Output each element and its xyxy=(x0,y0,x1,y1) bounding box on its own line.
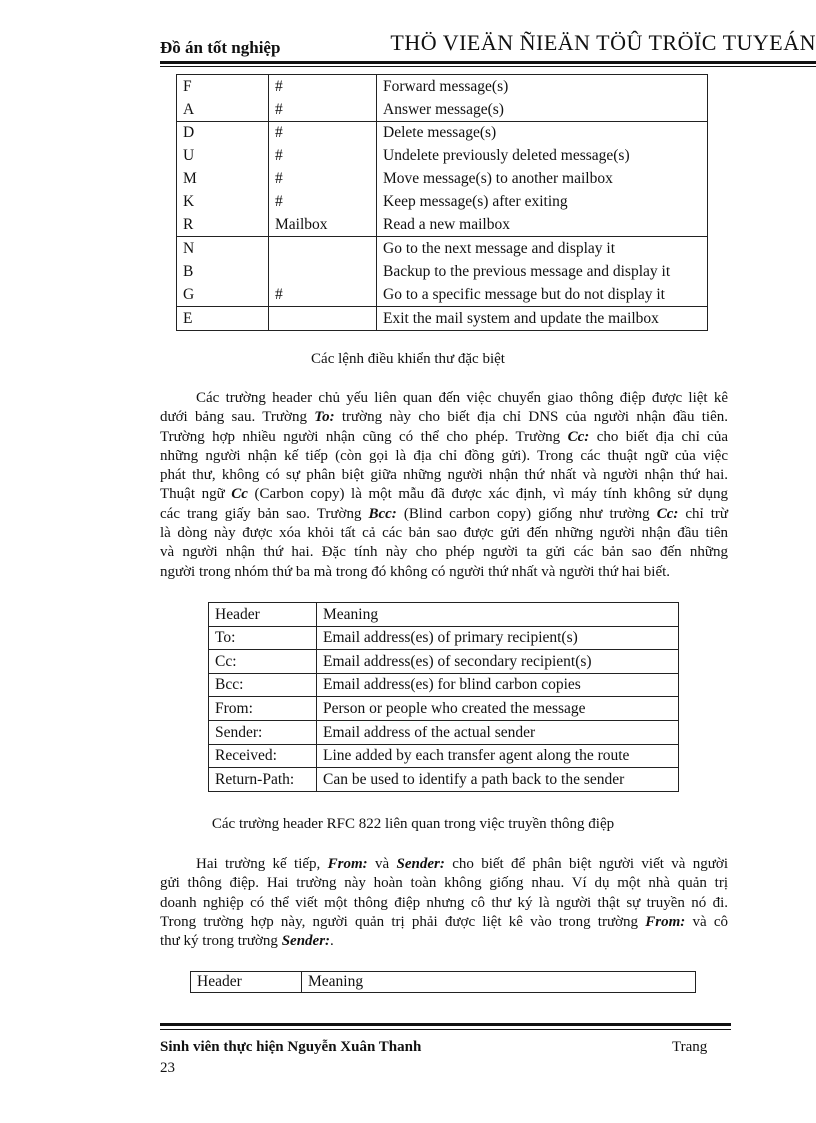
header-meaning-cell: Can be used to identify a path back to the sender xyxy=(317,768,679,792)
header-meaning-cell: Person or people who created the message xyxy=(317,697,679,721)
footer-author: Sinh viên thực hiện Nguyễn Xuân Thanh xyxy=(160,1039,422,1055)
document-header-title: Đồ án tốt nghiệp xyxy=(160,38,281,57)
header-meaning-cell: Email address of the actual sender xyxy=(317,720,679,744)
text-line: thư ký trong trường Sender:. xyxy=(160,933,334,950)
partial-header-table xyxy=(190,971,696,993)
table-row xyxy=(209,768,679,792)
table-row xyxy=(209,673,679,697)
command-cmd-cell: M xyxy=(183,170,197,188)
text-line: là dòng này được xóa khỏi tất cả các bản sao được gửi đến những người nhận đầu tiên xyxy=(160,525,728,542)
text-line: Hai trường kế tiếp, From: và Sender: cho biết để phân biệt người viết và người xyxy=(196,856,728,872)
table-row xyxy=(209,650,679,674)
column-header-meaning: Meaning xyxy=(317,603,679,627)
command-desc-cell: Backup to the previous message and display it xyxy=(377,260,708,283)
table-row xyxy=(177,306,708,330)
command-arg-cell: # xyxy=(269,168,377,191)
command-cmd-cell: D xyxy=(177,121,269,144)
command-desc-cell: Go to the next message and display it xyxy=(377,237,708,260)
mail-command-table xyxy=(176,74,708,331)
table-row xyxy=(177,145,708,168)
header-meaning-cell: Line added by each transfer agent along the route xyxy=(317,744,679,768)
command-arg-cell: # xyxy=(269,121,377,144)
text-line: Trong trường hợp này, người quản trị phải được liệt kê vào trong trường From: và cô xyxy=(160,913,728,930)
text-line: Thuật ngữ Cc (Carbon copy) là một mẫu đã được xác định, vì máy tính không sử dụng xyxy=(160,486,728,503)
table-row xyxy=(209,697,679,721)
table-row xyxy=(177,98,708,121)
table-row xyxy=(209,720,679,744)
command-cmd-cell: G xyxy=(183,285,195,303)
table-row xyxy=(177,283,708,306)
header-field-cell: Bcc: xyxy=(209,673,317,697)
command-arg-cell: # xyxy=(269,283,377,306)
text-line: doanh nghiệp có thể viết một thông điệp nhưng cô thư ký là người thật sự truyền nó đi. xyxy=(160,894,728,911)
header-field-cell: From: xyxy=(209,697,317,721)
command-desc-cell: Move message(s) to another mailbox xyxy=(377,168,708,191)
text-line: những người nhận kế tiếp (còn gọi là địa chỉ đồng gửi). Trong các thuật ngữ của việc xyxy=(160,447,728,464)
command-cmd-cell: B xyxy=(183,262,194,280)
table-row xyxy=(177,213,708,236)
command-arg-cell xyxy=(269,237,377,260)
command-arg-cell: # xyxy=(269,145,377,168)
header-field-cell: Return-Path: xyxy=(209,768,317,792)
command-cmd-cell: K xyxy=(183,193,195,211)
table-row xyxy=(177,75,708,98)
header-rule-thin xyxy=(160,66,816,67)
table-header-row xyxy=(191,972,696,993)
header-rule-thick xyxy=(160,61,816,64)
paragraph-header-fields xyxy=(160,389,728,582)
command-desc-cell: Delete message(s) xyxy=(377,121,708,144)
header-field-cell: Cc: xyxy=(209,650,317,674)
command-desc-cell: Exit the mail system and update the mailbox xyxy=(377,306,708,330)
command-desc-cell: Keep message(s) after exiting xyxy=(377,190,708,213)
header-meaning-cell: Email address(es) of primary recipient(s) xyxy=(317,626,679,650)
text-line: phát thư, không có sự phân biệt giữa những người nhận thứ nhất và người nhận thứ hai. xyxy=(160,467,728,484)
command-desc-cell: Forward message(s) xyxy=(377,75,708,98)
command-cmd-cell: A xyxy=(183,100,195,118)
header-field-cell: Sender: xyxy=(209,720,317,744)
table-row xyxy=(209,744,679,768)
text-line: Các trường header chủ yếu liên quan đến việc chuyển giao thông điệp được liệt kê xyxy=(196,390,728,406)
table-row xyxy=(177,237,708,260)
table-row xyxy=(177,190,708,213)
command-cmd-cell: F xyxy=(177,75,269,98)
text-line: người trong nhóm thứ ba mà trong đó không có người thứ nhất và người thứ hai biết. xyxy=(160,563,671,580)
table-row xyxy=(177,168,708,191)
table-header-row xyxy=(209,603,679,627)
header-field-cell: To: xyxy=(209,626,317,650)
footer-rule-thin xyxy=(160,1029,731,1030)
text-line: dưới bảng sau. Trường To: trường này cho biết địa chỉ DNS của người nhận đầu tiên. xyxy=(160,409,729,426)
rfc822-header-table xyxy=(208,602,679,792)
text-line: và người nhận thứ hai. Đặc tính này cho phép người ta gửi các bản sao đến những xyxy=(160,544,728,561)
library-header-banner: THÖ VIEÄN ÑIEÄN TÖÛ TRÖÏC TUYEÁN xyxy=(390,30,816,55)
column-header-header: Header xyxy=(209,603,317,627)
header-meaning-cell: Email address(es) of secondary recipient(s) xyxy=(317,650,679,674)
command-arg-cell xyxy=(269,260,377,283)
table-row xyxy=(177,260,708,283)
table-row xyxy=(177,121,708,144)
table-row xyxy=(209,626,679,650)
command-cmd-cell: R xyxy=(183,216,194,234)
command-arg-cell: # xyxy=(269,190,377,213)
command-cmd-cell: N xyxy=(177,237,269,260)
footer-page-number: 23 xyxy=(160,1060,175,1076)
command-arg-cell xyxy=(269,306,377,330)
column-header-header: Header xyxy=(191,972,302,993)
header-meaning-cell: Email address(es) for blind carbon copies xyxy=(317,673,679,697)
footer-rule-thick xyxy=(160,1023,731,1026)
paragraph-from-sender xyxy=(160,855,728,951)
command-cmd-cell: U xyxy=(183,147,195,165)
column-header-meaning: Meaning xyxy=(302,972,696,993)
command-table-caption: Các lệnh điều khiển thư đặc biệt xyxy=(311,351,505,367)
command-desc-cell: Go to a specific message but do not display it xyxy=(377,283,708,306)
footer-page-label: Trang xyxy=(672,1039,708,1055)
command-desc-cell: Answer message(s) xyxy=(377,98,708,121)
text-line: Trường hợp nhiều người nhận cũng có thể cho phép. Trường Cc: cho biết địa chỉ của xyxy=(160,428,729,445)
command-desc-cell: Read a new mailbox xyxy=(377,213,708,236)
command-cmd-cell: E xyxy=(177,306,269,330)
command-desc-cell: Undelete previously deleted message(s) xyxy=(377,145,708,168)
text-line: gửi thông điệp. Hai trường này hoàn toàn không giống nhau. Ví dụ một nhà quản trị xyxy=(160,875,728,892)
command-arg-cell: # xyxy=(269,75,377,98)
header-table-caption: Các trường header RFC 822 liên quan trong việc truyền thông điệp xyxy=(211,816,615,832)
command-arg-cell: # xyxy=(269,98,377,121)
text-line: các trang giấy bản sao. Trường Bcc: (Blind carbon copy) giống như trường Cc: chỉ trừ xyxy=(160,505,728,522)
command-arg-cell: Mailbox xyxy=(269,213,377,236)
header-field-cell: Received: xyxy=(209,744,317,768)
